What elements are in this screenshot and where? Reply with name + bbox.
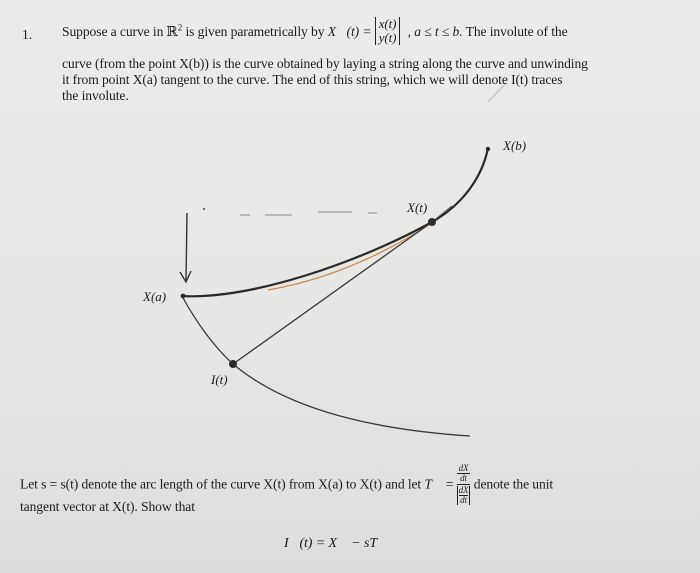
bottom-text-a: Let s = s(t) denote the arc length of the curve X(t) from X(a) to X(t) and let	[20, 476, 425, 492]
equation: I⃗(t) = X⃗ − sT⃗	[284, 536, 388, 551]
frac-den	[457, 486, 471, 505]
column-vector	[375, 17, 401, 45]
problem-line-1	[62, 16, 568, 47]
param-range: , a ≤ t ≤ b.	[407, 24, 463, 40]
problem-line-4: the involute.	[62, 88, 129, 103]
frac-den-top: dX	[458, 485, 469, 495]
label-It: I(t)	[211, 372, 228, 387]
label-Xa: X(a)	[143, 289, 167, 304]
matrix-top: x(t)	[378, 16, 397, 31]
involute-curve	[182, 296, 470, 436]
point-Xb	[486, 147, 490, 151]
unit-tangent-fraction	[457, 464, 471, 505]
bottom-line-2: tangent vector at X(t). Show that	[20, 499, 195, 514]
point-It	[229, 360, 237, 368]
curve-X	[182, 148, 488, 296]
string-segment	[233, 222, 432, 364]
problem-line-2: curve (from the point X(b)) is the curve obtained by laying a string along the curve and unwinding	[62, 56, 588, 71]
pencil-dot	[203, 208, 205, 210]
arrow-stem	[186, 213, 187, 280]
matrix-bottom: y(t)	[378, 30, 397, 45]
line1-text-b: is given parametrically by	[182, 24, 328, 40]
line1-text-c: The involute of the	[465, 24, 568, 40]
frac-den-bot: dt	[460, 495, 467, 505]
point-Xa	[181, 294, 186, 299]
line1-text-a: Suppose a curve in ℝ	[62, 24, 178, 40]
label-Xb: X(b)	[503, 138, 527, 153]
problem-line-3: it from point X(a) tangent to the curve. The end of this string, which we will denote I(t) traces	[62, 72, 563, 87]
bottom-text-b: denote the unit	[473, 476, 554, 492]
label-Xt: X(t)	[407, 200, 428, 215]
problem-number: 1.	[22, 27, 32, 42]
line1-sup: 2	[177, 22, 183, 33]
frac-num	[457, 464, 471, 483]
vector-T: T⃗	[424, 476, 443, 492]
equals-sign: =	[442, 476, 457, 492]
frac-num-bot: dt	[460, 473, 467, 483]
vector-X: X⃗	[327, 24, 347, 40]
frac-num-top: dX	[458, 463, 469, 473]
point-Xt	[428, 218, 436, 226]
param-t: (t) =	[346, 24, 375, 40]
